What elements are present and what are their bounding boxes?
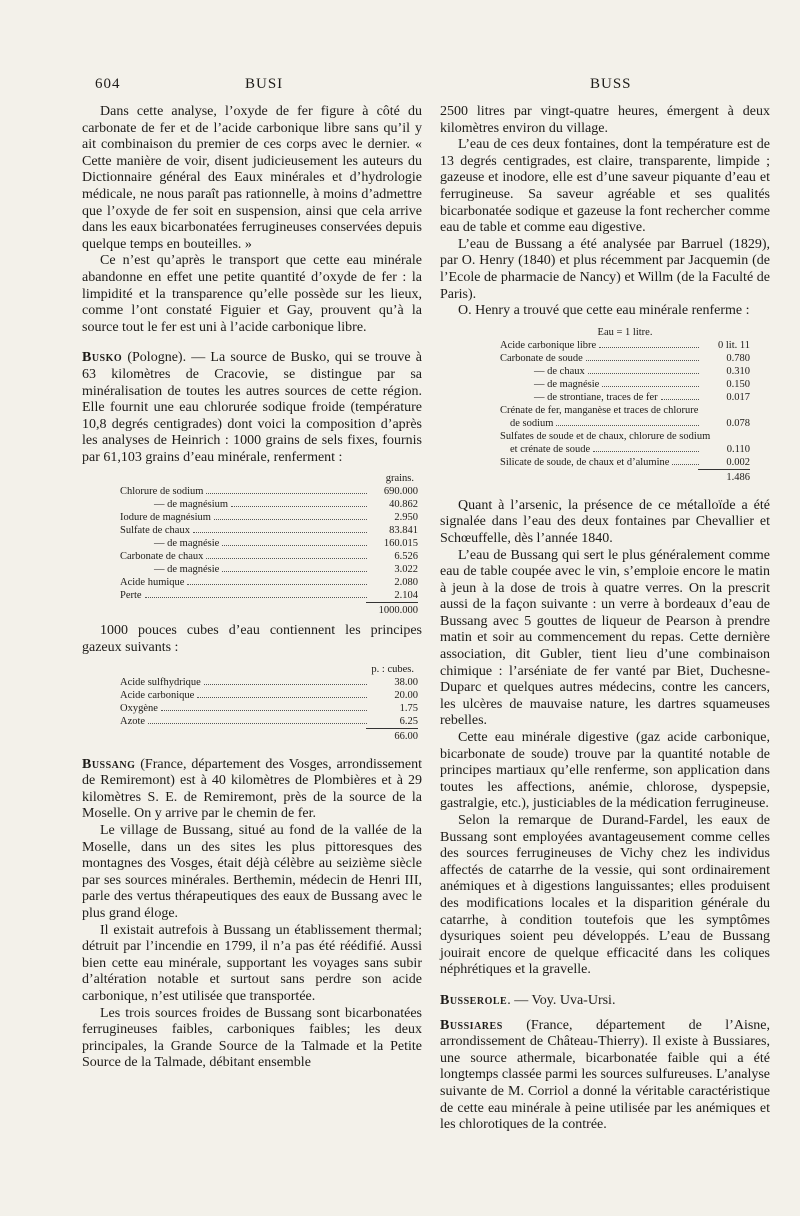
row-label: Chlorure de sodium — [120, 486, 204, 498]
row-label: et crénate de soude — [510, 443, 591, 455]
entry-busko — [82, 350, 422, 466]
table-rows — [500, 339, 750, 469]
paragraph: Quant à l’arsenic, la présence de ce métalloïde a été signalée dans l’eau des deux fontaines par Chevallier et Schœuffelle, dès l’année 1840. — [440, 497, 770, 546]
page-number: 604 — [95, 76, 121, 92]
running-head-right: BUSS — [590, 76, 632, 92]
dot-leader — [231, 506, 367, 507]
table-row — [120, 485, 418, 498]
entry-headword: Busserole — [440, 992, 508, 1008]
row-value: 2.950 — [394, 512, 418, 524]
entry-busserole — [440, 993, 770, 1010]
table-total: 66.00 — [366, 728, 418, 743]
row-value: 83.841 — [389, 525, 418, 537]
dot-leader — [145, 597, 367, 598]
row-label: Silicate de soude, de chaux et d’alumine — [500, 456, 670, 468]
row-label: de sodium — [510, 417, 554, 429]
table-total: 1.486 — [698, 469, 750, 484]
dot-leader — [206, 493, 367, 494]
table-row — [120, 676, 418, 689]
entry-text: (France, département de l’Aisne, arrondissement de Château-Thierry). Il existe à Bussiares, une source athermale, bicarbonatée faible qui a été longtemps classée parmi les sources sulfureuses. L’analyse suivante de M. Corriol a donné la véritable caractéristique de cette eau minérale à peine utilisée par les anémiques et les chlorotiques de la contrée. — [440, 1017, 770, 1133]
row-value: 0 lit. 11 — [718, 339, 750, 351]
table-row — [120, 563, 418, 576]
paragraph: L’eau de Bussang a été analysée par Barruel (1829), par O. Henry (1840) et plus récemment par Jacquemin (de l’Ecole de pharmacie de Nancy) et Willm (de la Faculté de Paris). — [440, 236, 770, 302]
paragraph: Dans cette analyse, l’oxyde de fer figure à côté du carbonate de fer et de l’acide carbonique libre sans qu’il y ait combinaison du premier de ces corps avec le dernier. « Cette manière de voir, disent judicieusement les auteurs du Dictionnaire général des Eaux minérales et d’hydrologie médicale, ne nous paraît pas rationnelle, à moins d’admettre que l’oxyde de fer soit en suspension, ainsi que cela arrive dans les eaux bicarbonatées ferrugineuses conservées depuis quelque temps en bouteilles. » — [82, 104, 422, 252]
table-total: 1000.000 — [366, 602, 418, 617]
table-unit: p. : cubes. — [371, 663, 414, 675]
gas-table-busko — [82, 663, 422, 743]
row-label: Carbonate de soude — [500, 352, 583, 364]
row-value: 0.078 — [726, 417, 750, 429]
row-value: 20.00 — [394, 689, 418, 701]
table-row — [120, 715, 418, 728]
table-row — [500, 352, 750, 365]
table-row — [500, 391, 750, 404]
table-row — [500, 456, 750, 469]
paragraph: Il existait autrefois à Bussang un établissement thermal; détruit par l’incendie en 1799, il n’a pas été réédifié. Aussi bien cette eau minérale, supportant les voyages sans subir d’altération notable et surtout sans perdre son acide carbonique, n’est utilisée que transportée. — [82, 922, 422, 1004]
row-value: 0.017 — [726, 391, 750, 403]
row-label: — de magnésie — [534, 378, 600, 390]
entry-bussiares — [440, 1018, 770, 1134]
row-label: Carbonate de chaux — [120, 551, 204, 563]
dot-leader — [593, 451, 699, 452]
dot-leader — [556, 425, 699, 426]
entry-headword: Bussiares — [440, 1017, 503, 1033]
row-label: Acide carbonique libre — [500, 339, 597, 351]
table-row — [500, 443, 750, 456]
row-value: 160.015 — [383, 538, 418, 550]
table-row — [120, 702, 418, 715]
table-row — [500, 365, 750, 378]
paragraph: Les trois sources froides de Bussang sont bicarbonatées ferrugineuses faibles, carboniques faibles; les deux principales, la Grande Source de la Talmade et la Petite Source de la Talmade, débitant ensemble — [82, 1005, 422, 1071]
paragraph: 1000 pouces cubes d’eau contiennent les principes gazeux suivants : — [82, 623, 422, 656]
row-value: 0.150 — [726, 378, 750, 390]
dot-leader — [193, 532, 367, 533]
entry-headword: Bussang — [82, 756, 136, 772]
dot-leader — [586, 360, 699, 361]
dot-leader — [161, 710, 367, 711]
row-label: Crénate de fer, manganèse et traces de chlorure — [500, 404, 699, 416]
table-row — [120, 511, 418, 524]
row-label: — de strontiane, traces de fer — [534, 391, 658, 403]
table-row — [120, 498, 418, 511]
row-label: Iodure de magnésium — [120, 512, 211, 524]
row-label: Acide carbonique — [120, 689, 195, 701]
row-label: Sulfate de chaux — [120, 525, 190, 537]
entry-text: (Pologne). — La source de Busko, qui se trouve à 63 kilomètres de Cracovie, se distingue par sa minéralisation de toutes les autres sources de cette région. Elle fournit une eau chlorurée sodique froide (température 10,8 degrés centigrades) dont voici la composition d’après les analyses de Heinrich : 1000 grains de sels fixes, fournis par 61,103 grains d’eau minérale, renferment : — [82, 350, 422, 465]
row-label: Perte — [120, 590, 142, 602]
table-row — [500, 404, 750, 417]
dot-leader — [214, 519, 367, 520]
running-head-left: BUSI — [245, 76, 284, 92]
paragraph: Selon la remarque de Durand-Fardel, les eaux de Bussang sont employées avantageusement comme celles des sources ferrugineuses de Vichy chez les individus affectés de catarrhe de la vessie, qui sont ordinairement anémiques et à digestions languissantes; elles produisent des modifications locales et la disparition générale du catarrhe, à condition toutefois que les symptômes dysuriques soient peu développés. L’eau de Bussang jouirait encore de quelque efficacité dans les coliques néphrétiques et la gravelle. — [440, 813, 770, 978]
right-column — [440, 104, 770, 1134]
row-label: — de magnésie — [154, 538, 220, 550]
entry-text: (France, département des Vosges, arrondissement de Remiremont) est à 40 kilomètres de Plombières et à 29 kilomètres S. E. de Remiremont, près de la source de la Moselle. On y arrive par le chemin de fer. — [82, 756, 422, 822]
table-row — [120, 550, 418, 563]
row-label: — de magnésium — [154, 499, 229, 511]
paragraph: O. Henry a trouvé que cette eau minérale renferme : — [458, 303, 750, 319]
dot-leader — [588, 373, 699, 374]
dot-leader — [672, 464, 699, 465]
entry-text: . — Voy. Uva-Ursi. — [507, 992, 616, 1008]
table-row — [120, 576, 418, 589]
table-row — [500, 430, 750, 443]
row-value: 0.310 — [726, 365, 750, 377]
row-label: Acide humique — [120, 577, 185, 589]
row-label: — de magnésie — [154, 564, 220, 576]
table-row — [120, 589, 418, 602]
dot-leader — [187, 584, 367, 585]
paragraph: L’eau de ces deux fontaines, dont la température est de 13 degrés centigrades, est claire, transparente, limpide ; gazeuse et inodore, elle est d’une saveur piquante d’eau et ferrugineuse. Sa saveur agréable et ses qualités bicarbonatée sodique et gazeuse la font rechercher comme eau de table et comme eau digestive. — [440, 137, 770, 236]
dot-leader — [197, 697, 367, 698]
left-column — [82, 104, 422, 1072]
table-row — [500, 417, 750, 430]
paragraph: L’eau de Bussang qui sert le plus généralement comme eau de table coupée avec le vin, s’emploie encore le matin à jeun à la dose de trois à quatre verres. On la prescrit aussi de la façon suivante : un verre à bordeaux d’eau de Bussang avec 5 gouttes de liqueur de Pearson à prendre matin et soir au commencement du repas. Cette dernière association, dit Gubler, tient lieu d’une combinaison chimique : l’arséniate de fer vanté par Biet, Duchesne-Duparc et quelques autres médecins, contre les cancers, les ulcères de mauvaise nature, les dartres squameuses rebelles. — [440, 547, 770, 729]
table-unit: Eau = 1 litre. — [597, 326, 653, 338]
table-row — [120, 524, 418, 537]
table-row — [500, 378, 750, 391]
row-value: 0.780 — [726, 352, 750, 364]
table-rows — [120, 676, 418, 728]
row-value: 0.110 — [726, 443, 750, 455]
row-value: 6.25 — [399, 715, 418, 727]
row-value: 2.104 — [394, 590, 418, 602]
analysis-table-busko — [82, 472, 422, 617]
dot-leader — [204, 684, 367, 685]
dot-leader — [222, 545, 367, 546]
dot-leader — [599, 347, 699, 348]
row-value: 38.00 — [394, 676, 418, 688]
row-value: 690.000 — [383, 486, 418, 498]
table-row — [120, 689, 418, 702]
analysis-table-bussang — [440, 326, 750, 484]
row-label: — de chaux — [534, 365, 585, 377]
paragraph: 2500 litres par vingt-quatre heures, émergent à deux kilomètres environ du village. — [440, 104, 770, 136]
dot-leader — [148, 723, 367, 724]
dot-leader — [222, 571, 367, 572]
entry-bussang — [82, 757, 422, 823]
row-label: Sulfates de soude et de chaux, chlorure de sodium — [500, 430, 711, 442]
dot-leader — [661, 399, 699, 400]
row-value: 2.080 — [394, 577, 418, 589]
row-label: Azote — [120, 715, 146, 727]
dot-leader — [602, 386, 699, 387]
row-value: 40.862 — [389, 499, 418, 511]
table-row — [500, 339, 750, 352]
table-row — [120, 537, 418, 550]
paragraph: Ce n’est qu’après le transport que cette eau minérale abandonne en effet une petite quantité d’oxyde de fer : la limpidité et la transparence qu’elle possède sur les lieux, comme l’ont constaté Figuier et Gay, prouvent qu’à la source tout le fer est uni à l’acide carbonique libre. — [82, 253, 422, 335]
row-label: Acide sulfhydrique — [120, 676, 201, 688]
table-unit: grains. — [385, 473, 414, 485]
row-label: Oxygène — [120, 702, 158, 714]
dot-leader — [206, 558, 367, 559]
paragraph: Cette eau minérale digestive (gaz acide carbonique, bicarbonate de soude) trouve par la quantité notable de principes martiaux qu’elle renferme, son application dans toutes les affections, anémie, chlorose, dyspepsie, gastralgie, etc.), justiciables de la médication ferrugineuse. — [440, 730, 770, 812]
entry-headword: Busko — [82, 350, 123, 366]
row-value: 0.002 — [726, 456, 750, 468]
row-value: 3.022 — [394, 564, 418, 576]
row-value: 1.75 — [399, 702, 418, 714]
paragraph: Le village de Bussang, situé au fond de la vallée de la Moselle, dans un des sites les plus pittoresques des montagnes des Vosges, était déjà célèbre au seizième siècle par ses sources minérales. Berthemin, médecin de Henri III, parle des vertus thérapeutiques des eaux de Bussang avec le plus grand éloge. — [82, 823, 422, 921]
row-value: 6.526 — [394, 551, 418, 563]
table-rows — [120, 485, 418, 602]
